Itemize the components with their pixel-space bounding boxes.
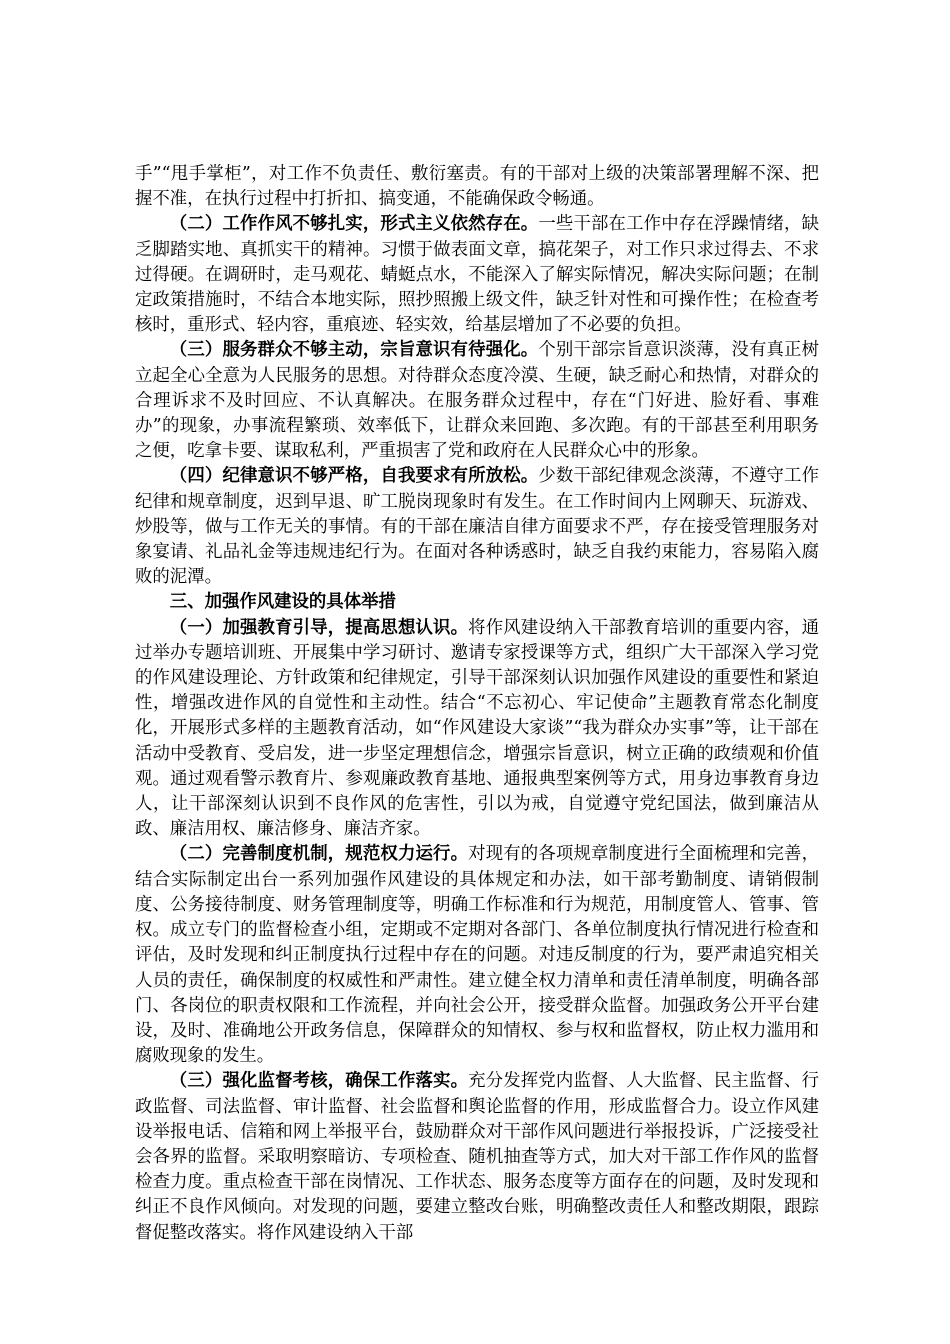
document-page — [135, 162, 819, 1246]
measure-paragraph-3 — [135, 1069, 819, 1245]
paragraph-heading: （二）完善制度机制，规范权力运行。 — [169, 844, 469, 865]
paragraph-heading: （三）服务群众不够主动，宗旨意识有待强化。 — [169, 340, 539, 361]
section-title: 三、加强作风建设的具体举措 — [169, 592, 396, 613]
problem-paragraph-2 — [135, 212, 819, 338]
paragraph-body: 对现有的各项规章制度进行全面梳理和完善，结合实际制定出台一系列加强作风建设的具体规定和办法，如干部考勤制度、请销假制度、公务接待制度、财务管理制度等，明确工作标准和行为规范，用制度管人、管事、管权。成立专门的监督检查小组，定期或不定期对各部门、各单位制度执行情况进行检查和评估，及时发现和纠正制度执行过程中存在的问题。对违反制度的行为，要严肃追究相关人员的责任，确保制度的权威性和严肃性。建立健全权力清单和责任清单制度，明确各部门、各岗位的职责权限和工作流程，并向社会公开，接受群众监督。加强政务公开平台建设，及时、准确地公开政务信息，保障群众的知情权、参与权和监督权，防止权力滥用和腐败现象的发生。 — [135, 844, 819, 1067]
problem-paragraph-3 — [135, 338, 819, 464]
measure-paragraph-1 — [135, 616, 819, 843]
paragraph-heading: （一）加强教育引导，提高思想认识。 — [169, 617, 469, 638]
problem-paragraph-4 — [135, 464, 819, 590]
paragraph-heading: （四）纪律意识不够严格，自我要求有所放松。 — [169, 466, 539, 487]
paragraph-body: 将作风建设纳入干部教育培训的重要内容，通过举办专题培训班、开展集中学习研讨、邀请专家授课等方式，组织广大干部深入学习党的作风建设理论、方针政策和纪律规定，引导干部深刻认识加强作风建设的重要性和紧迫性，增强改进作风的自觉性和主动性。结合“不忘初心、牢记使命”主题教育常态化制度化，开展形式多样的主题教育活动，如“作风建设大家谈”“我为群众办实事”等，让干部在活动中受教育、受启发，进一步坚定理想信念，增强宗旨意识，树立正确的政绩观和价值观。通过观看警示教育片、参观廉政教育基地、通报典型案例等方式，用身边事教育身边人，让干部深刻认识到不良作风的危害性，引以为戒，自觉遵守党纪国法，做到廉洁从政、廉洁用权、廉洁修身、廉洁齐家。 — [135, 617, 819, 840]
paragraph-body: 充分发挥党内监督、人大监督、民主监督、行政监督、司法监督、审计监督、社会监督和舆论监督的作用，形成监督合力。设立作风建设举报电话、信箱和网上举报平台，鼓励群众对干部作风问题进行举报投诉，广泛接受社会各界的监督。采取明察暗访、专项检查、随机抽查等方式，加大对干部工作作风的监督检查力度。重点检查干部在岗情况、工作状态、服务态度等方面存在的问题，及时发现和纠正不良作风倾向。对发现的问题，要建立整改台账，明确整改责任人和整改期限，跟踪督促整改落实。将作风建设纳入干部 — [135, 1071, 819, 1243]
paragraph-heading: （三）强化监督考核，确保工作落实。 — [169, 1071, 469, 1092]
paragraph-body: 个别干部宗旨意识淡薄，没有真正树立起全心全意为人民服务的思想。对待群众态度冷漠、生硬，缺乏耐心和热情，对群众的合理诉求不及时回应、不认真解决。在服务群众过程中，存在“门好进、脸好看、事难办”的现象，办事流程繁琐、效率低下，让群众来回跑、多次跑。有的干部甚至利用职务之便，吃拿卡要、谋取私利，严重损害了党和政府在人民群众心中的形象。 — [135, 340, 819, 462]
measure-paragraph-2 — [135, 842, 819, 1069]
opening-paragraph: 手”“甩手掌柜”，对工作不负责任、敷衍塞责。有的干部对上级的决策部署理解不深、把握不准，在执行过程中打折扣、搞变通，不能确保政令畅通。 — [135, 164, 819, 210]
paragraph-heading: （二）工作作风不够扎实，形式主义依然存在。 — [169, 214, 539, 235]
paragraph-body: 少数干部纪律观念淡薄，不遵守工作纪律和规章制度，迟到早退、旷工脱岗现象时有发生。在工作时间内上网聊天、玩游戏、炒股等，做与工作无关的事情。有的干部在廉洁自律方面要求不严，存在接受管理服务对象宴请、礼品礼金等违规违纪行为。在面对各种诱惑时，缺乏自我约束能力，容易陷入腐败的泥潭。 — [135, 466, 819, 588]
paragraph-body: 一些干部在工作中存在浮躁情绪，缺乏脚踏实地、真抓实干的精神。习惯于做表面文章，搞花架子，对工作只求过得去、不求过得硬。在调研时，走马观花、蜻蜓点水，不能深入了解实际情况，解决实际问题；在制定政策措施时，不结合本地实际，照抄照搬上级文件，缺乏针对性和可操作性；在检查考核时，重形式、轻内容，重痕迹、轻实效，给基层增加了不必要的负担。 — [135, 214, 819, 336]
